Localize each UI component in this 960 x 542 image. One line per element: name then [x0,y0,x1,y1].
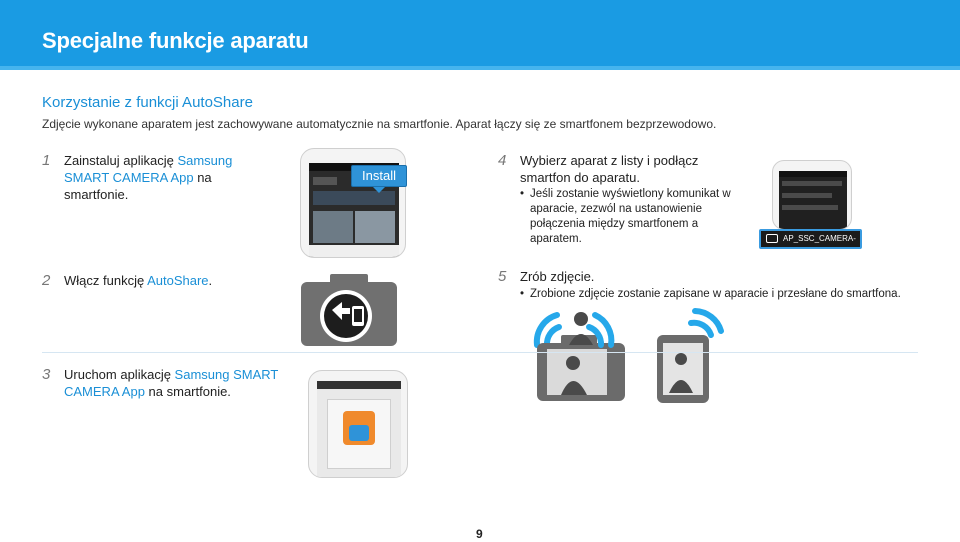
app-info-row [309,245,399,257]
app-thumb-1 [313,211,353,243]
apps-label-block [313,177,337,185]
step-1-text-pre: Zainstaluj aplikację [64,153,178,168]
step-number-1: 1 [42,152,51,169]
camera-ssid-label: AP_SSC_CAMERA-12:34:56 [783,234,856,259]
camera-to-phone-illustration [515,305,725,405]
step-3-text [64,366,304,400]
list-row-1 [782,181,842,186]
section-title: Korzystanie z funkcji AutoShare [42,94,253,111]
step-2-text-post: . [208,273,213,288]
list-row-2 [782,193,832,198]
step-4-text: Wybierz aparat z listy i podłącz smartfon do aparatu. [520,153,699,185]
phone-screen [779,171,847,229]
page-title: Specjalne funkcje aparatu [42,28,309,53]
step-1-text [64,152,274,203]
step-3-text-pre: Uruchom aplikację [64,367,175,382]
install-button-callout: Install [351,165,407,187]
step-1-app-name: Samsung SMART CAMERA App [64,153,233,185]
status-bar [779,171,847,177]
section-description: Zdjęcie wykonane aparatem jest zachowywane automatycznie na smartfonie. Aparat łączy się ze smartfonem bezprzewodowo. [42,117,717,131]
step-4-bullet: • Jeśli zostanie wyświetlony komunikat w aparacie, zezwól na ustanowienie połączenia między smartfonem a aparatem. [530,187,735,247]
header-white-gap [0,70,960,84]
step-number-5: 5 [498,268,507,285]
step-2-text-pre: Włącz funkcję [64,273,148,288]
step-number-4: 4 [498,152,507,169]
app-thumb-2 [355,211,395,243]
status-bar [317,381,401,389]
step-3-text-post: na smartfonie. [144,384,231,399]
app-title-block [313,191,395,205]
section-divider [42,352,918,353]
phone-app-home-screenshot [308,370,408,478]
phone-screen [317,381,401,477]
step-2-text [64,272,284,289]
step-5-text: Zrób zdjęcie. [520,269,595,284]
install-callout-pointer [373,187,385,193]
wifi-app-icon [349,425,369,441]
step-number-2: 2 [42,272,51,289]
step-3-app-name: Samsung SMART CAMERA App [64,367,279,399]
page-number: 9 [476,527,483,541]
step-2-feature-name: AutoShare [147,273,209,288]
step-1-text-post: na smartfonie. [64,170,212,202]
step-number-3: 3 [42,366,51,383]
camera-icon [766,234,778,243]
list-row-3 [782,205,838,210]
phone-wifi-screenshot [772,160,852,230]
step-5-bullet: • Zrobione zdjęcie zostanie zapisane w aparacie i przesłane do smartfona. [530,287,910,302]
autoshare-camera-icon [298,270,400,350]
camera-ssid-callout [759,229,862,259]
